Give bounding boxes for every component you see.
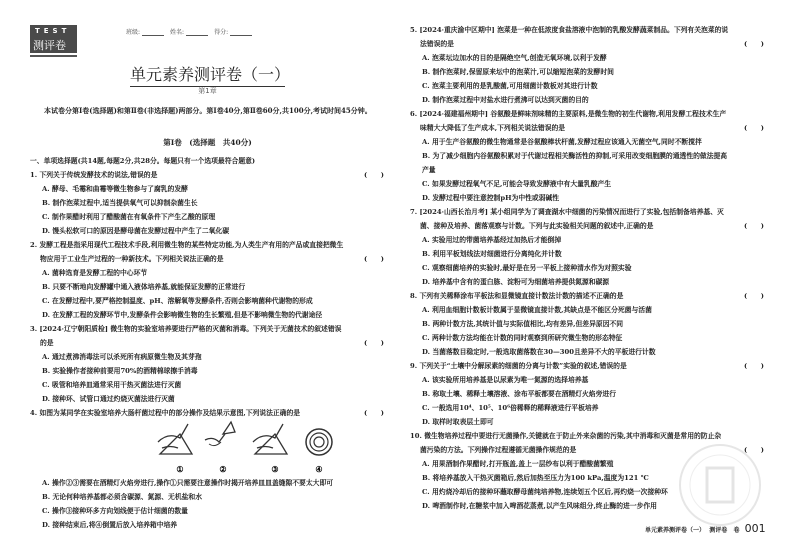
option-C[interactable]: C. 用灼烧冷却后的接种环蘸取酵母菌纯培养物,连续划五个区后,再灼烧一次接种环 [422, 488, 668, 496]
student-info-fields [126, 27, 252, 36]
figure-label: ① [176, 464, 184, 474]
question-stem-line: 物应用于工业生产过程的一种新技术。下列相关说法正确的是 ( ) [30, 252, 386, 266]
left-column [30, 154, 386, 532]
option-B[interactable]: B. 制作泡菜过程中,适当提供氧气可以抑制杂菌生长 [42, 199, 198, 207]
question-stem-line: 的是 ( ) [30, 336, 386, 350]
option-B[interactable]: B. 为了减少细胞内谷氨酸积累对于代谢过程相关酶活性的抑制,可采用改变细胞膜的通透性的做法提高 [422, 152, 728, 160]
option-B[interactable]: B. 无论何种培养基都必须含碳源、氮源、无机盐和水 [42, 493, 203, 501]
option-B[interactable]: B. 两种计数方法,其统计值与实际值相比,均有差异,但差异原因不同 [422, 320, 624, 328]
option-C[interactable]: C. 观察细菌培养的实验时,最好是在另一平板上接种清水作为对照实验 [422, 264, 632, 272]
option-A[interactable]: A. 用于生产谷氨酸的微生物通常是谷氨酸棒状杆菌,发酵过程应该通入无菌空气,同时不断搅拌 [422, 138, 702, 146]
question-stem-line: 10. 微生物培养过程中要进行无菌操作,关键就在于防止外来杂菌的污染,其中消毒和灭菌是常用的防止杂 [410, 432, 722, 440]
answer-bracket[interactable]: ( ) [743, 40, 764, 48]
option-C[interactable]: C. 制作果醋时利用了醋酸菌在有氧条件下产生乙酸的原理 [42, 213, 216, 221]
question-stem-line: 菌污染的方法。下列操作过程遵循无菌操作规范的是 ( ) [410, 443, 766, 457]
option-C[interactable]: C. 泡菜主要利用的是乳酸菌,可用细菌计数板对其进行计数 [422, 82, 598, 90]
option-B[interactable]: B. 实验操作者接种前要用70%的酒精棉球擦手消毒 [42, 367, 198, 375]
question-stem-line: 9. 下列关于“土壤中分解尿素的细菌的分离与计数”实验的叙述,错误的是 ( ) [410, 359, 766, 373]
answer-bracket[interactable]: ( ) [363, 339, 384, 347]
answer-bracket[interactable]: ( ) [743, 124, 764, 132]
class-label: 班级: [126, 29, 141, 36]
question-stem-line: 5. [2024·重庆渝中区期中] 泡菜是一种在低浓度食盐溶液中泡制的乳酸发酵蔬菜制品。下列有关泡菜的说 [410, 26, 729, 34]
footer-vol: 卷 [733, 527, 740, 534]
option-C[interactable]: 产量 [422, 166, 436, 174]
option-B[interactable]: B. 制作泡菜时,保留原来坛中的泡菜汁,可以缩短泡菜的发酵时间 [422, 68, 614, 76]
page-number: 001 [744, 522, 766, 535]
option-D[interactable]: D. 接种环、试管口通过灼烧灭菌法进行灭菌 [42, 395, 175, 403]
question-stem-line: 菌、接种及培养、菌落观察与计数。下列与此实验相关问题的叙述中,正确的是 ( ) [410, 219, 766, 233]
class-field[interactable] [126, 27, 164, 36]
question-5 [410, 23, 766, 107]
answer-bracket[interactable]: ( ) [743, 362, 764, 370]
answer-bracket[interactable]: ( ) [363, 171, 384, 179]
question-stem-line: 4. 如图为某同学在实验室培养大肠杆菌过程中的部分操作及结果示意图,下列说法正确的是 ( ) [30, 406, 386, 420]
footer-title: 单元素养测评卷（一） [645, 527, 706, 534]
answer-bracket[interactable]: ( ) [743, 446, 764, 454]
name-field[interactable] [170, 27, 208, 36]
inoculating-step-3-icon [253, 424, 287, 454]
question-stem-line: 2. 发酵工程是指采用现代工程技术手段,利用微生物的某些特定功能,为人类生产有用的产品或直接把微生 [30, 241, 344, 249]
option-D[interactable]: D. 当菌落数目稳定时,一般选取菌落数在30—300且差异不大的平板进行计数 [422, 348, 656, 356]
option-A[interactable]: A. 泡菜坛边加水的目的是隔绝空气,创造无氧环境,以利于发酵 [422, 54, 607, 62]
option-A[interactable]: A. 菌种选育是发酵工程的中心环节 [42, 269, 148, 277]
option-B[interactable]: B. 利用平板划线法对细菌进行分离纯化并计数 [422, 250, 562, 258]
option-A[interactable]: A. 酵母、毛霉和曲霉等微生物参与了腐乳的发酵 [42, 185, 188, 193]
question-2 [30, 238, 386, 322]
option-undefined[interactable]: D. 发酵过程中要注意控制pH为中性或弱碱性 [422, 194, 560, 202]
logo-cn: 测评卷 [33, 39, 66, 52]
question-6 [410, 107, 766, 205]
option-D[interactable]: D. 馒头松软可口的原因是酵母菌在发酵过程中产生了二氧化碳 [42, 227, 230, 235]
culture-plate-result-icon [306, 429, 332, 455]
score-blank[interactable] [230, 28, 252, 36]
option-D[interactable]: D. 啤酒制作时,在糖浆中加入啤酒花蒸煮,以产生风味组分,终止酶的进一步作用 [422, 502, 657, 510]
question-9 [410, 359, 766, 429]
question-stem-line: 7. [2024·山西长治月考] 某小组同学为了调查湖水中细菌的污染情况而进行了实验,包括制备培养基、灭 [410, 208, 724, 216]
question-stem-line: 法错误的是 ( ) [410, 37, 766, 51]
answer-bracket[interactable]: ( ) [363, 255, 384, 263]
exam-intro: 本试卷分第Ⅰ卷(选择题)和第Ⅱ卷(非选择题)两部分。第Ⅰ卷40分,第Ⅱ卷60分,共100分,考试时间45分钟。 [44, 106, 372, 115]
chapter-label: 第1章 [198, 87, 217, 95]
question-figure [30, 420, 386, 476]
inoculating-step-2-icon [205, 422, 235, 446]
test-logo [30, 25, 77, 55]
option-D[interactable]: D. 取样时取表层土即可 [422, 418, 494, 426]
option-A[interactable]: A. 该实验所用培养基是以尿素为唯一氮源的选择培养基 [422, 376, 589, 384]
figure-label: ④ [315, 464, 323, 474]
question-stem-line: 6. [2024·福建福州期中] 谷氨酸是鲜味剂味精的主要原料,是微生物的初生代谢物,利用发酵工程技术生产 [410, 110, 727, 118]
class-blank[interactable] [142, 28, 164, 36]
name-blank[interactable] [186, 28, 208, 36]
option-A[interactable]: A. 实验用过的带菌培养基经过加热后才能倒掉 [422, 236, 562, 244]
answer-bracket[interactable]: ( ) [743, 222, 764, 230]
logo-en: TEST [35, 27, 71, 35]
option-D[interactable]: D. 在发酵工程的发酵环节中,发酵条件会影响微生物的生长繁殖,但是不影响微生物的代谢途径 [42, 311, 323, 319]
score-label: 得分: [214, 29, 229, 36]
option-C[interactable]: C. 在发酵过程中,要严格控制温度、pH、溶解氧等发酵条件,否则会影响菌种代谢物的形成 [42, 297, 313, 305]
option-C[interactable]: C. 一般选用10⁴、10⁵、10⁶倍稀释的稀释液进行平板培养 [422, 404, 599, 412]
option-C[interactable]: C. 两种计数方法均能在计数的同时观察到所研究微生物的形态特征 [422, 334, 623, 342]
inoculating-step-1-icon [158, 424, 192, 454]
question-7 [410, 205, 766, 289]
question-stem-line: 味精大大降低了生产成本,下列相关说法错误的是 ( ) [410, 121, 766, 135]
option-C[interactable]: C. 操作③接种环多方向划线便于估计细菌的数量 [42, 507, 188, 515]
question-stem-line: 1. 下列关于传统发酵技术的说法,错误的是 ( ) [30, 168, 386, 182]
answer-bracket[interactable]: ( ) [743, 292, 764, 300]
option-B[interactable]: B. 称取土壤、稀释土壤溶液、涂布平板都要在酒精灯火焰旁进行 [422, 390, 616, 398]
page-footer [645, 522, 766, 535]
figure-label: ③ [271, 464, 279, 474]
option-D[interactable]: D. 制作泡菜过程中对盐水进行煮沸可以达到灭菌的目的 [422, 96, 589, 104]
footer-label: 测评卷 [709, 527, 728, 534]
question-stem-line: 3. [2024·辽宁朝阳质检] 微生物的实验室培养要进行严格的灭菌和消毒。下列关于无菌技术的叙述错误 [30, 325, 342, 333]
option-B[interactable]: B. 只要不断地向发酵罐中通入液体培养基,就能保证发酵的正常进行 [42, 283, 246, 291]
option-A[interactable]: A. 操作②③需要在酒精灯火焰旁进行,操作①只需要注意操作时揭开培养皿皿盖缝隙不要太大即可 [42, 479, 334, 487]
page-title: 单元素养测评卷（一） [130, 62, 285, 87]
score-field[interactable] [214, 27, 252, 36]
answer-bracket[interactable]: ( ) [363, 409, 384, 417]
option-D[interactable]: D. 培养基中含有的蛋白胨、淀粉可为细菌培养提供氮源和碳源 [422, 278, 610, 286]
option-B[interactable]: B. 将培养基放入干热灭菌箱后,然后加热至压力为100 kPa,温度为121 ℃ [422, 474, 649, 482]
question-8 [410, 289, 766, 359]
option-A[interactable]: A. 利用血细胞计数板计数属于显微镜直接计数,其缺点是不能区分死菌与活菌 [422, 306, 652, 314]
option-A[interactable]: A. 用果酒制作果醋时,打开瓶盖,盖上一层纱布以利于醋酸菌繁殖 [422, 460, 614, 468]
question-1 [30, 168, 386, 238]
question-3 [30, 322, 386, 406]
figure-label: ② [219, 464, 227, 474]
section-header: 一、单项选择题(共14题,每题2分,共28分。每题只有一个选项最符合题意) [30, 157, 256, 165]
option-D[interactable]: D. 接种结束后,将④倒置后放入培养箱中培养 [42, 521, 178, 529]
question-4 [30, 406, 386, 532]
question-stem-line: 8. 下列有关稀释涂布平板法和显微镜直接计数法计数的描述不正确的是 ( ) [410, 289, 766, 303]
part-title: 第Ⅰ卷 (选择题 共40分) [163, 138, 252, 147]
option-A[interactable]: A. 通过煮沸消毒法可以杀死所有病原微生物及其芽孢 [42, 353, 202, 361]
option-D[interactable]: C. 如果发酵过程氧气不足,可能会导致发酵液中有大量乳酸产生 [422, 180, 612, 188]
option-C[interactable]: C. 吸管和培养皿通常采用干热灭菌法进行灭菌 [42, 381, 182, 389]
name-label: 姓名: [170, 29, 185, 36]
publisher-seal-watermark [675, 440, 765, 530]
